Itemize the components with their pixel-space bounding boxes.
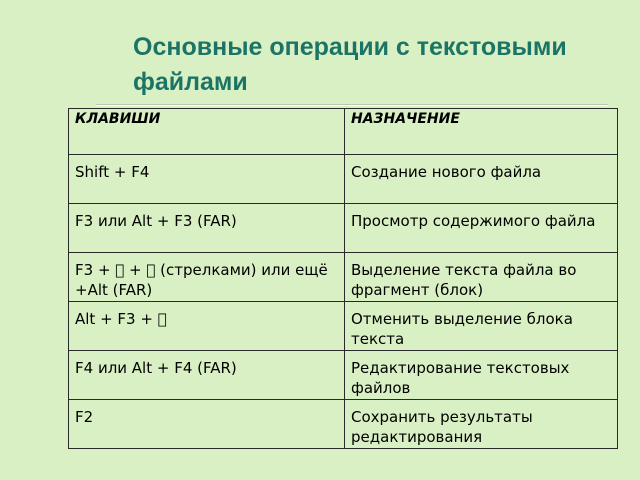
table-row <box>69 351 618 400</box>
key-cell: F3 + + (стрелками) или ещё +Alt (FAR) <box>69 253 345 302</box>
purpose-cell: Выделение текста файла во фрагмент (блок) <box>345 253 618 302</box>
purpose-cell: Просмотр содержимого файла <box>345 204 618 253</box>
title-divider <box>96 104 608 106</box>
key-cell: F2 <box>69 400 345 449</box>
header-purpose: НАЗНАЧЕНИЕ <box>345 109 618 155</box>
key-cell: F3 или Alt + F3 (FAR) <box>69 204 345 253</box>
header-keys: КЛАВИШИ <box>69 109 345 155</box>
purpose-cell: Отменить выделение блока текста <box>345 302 618 351</box>
purpose-cell: Создание нового файла <box>345 155 618 204</box>
purpose-cell: Редактирование текстовых файлов <box>345 351 618 400</box>
table-row <box>69 155 618 204</box>
key-cell: Shift + F4 <box>69 155 345 204</box>
key-cell: Alt + F3 + <box>69 302 345 351</box>
key-cell: F4 или Alt + F4 (FAR) <box>69 351 345 400</box>
purpose-cell: Сохранить результаты редактирования <box>345 400 618 449</box>
operations-table <box>68 108 618 449</box>
table-row <box>69 302 618 351</box>
table-header-row <box>69 109 618 155</box>
table-row <box>69 204 618 253</box>
table-row <box>69 253 618 302</box>
table-row <box>69 400 618 449</box>
page-title: Основные операции с текстовыми файлами <box>133 33 567 96</box>
